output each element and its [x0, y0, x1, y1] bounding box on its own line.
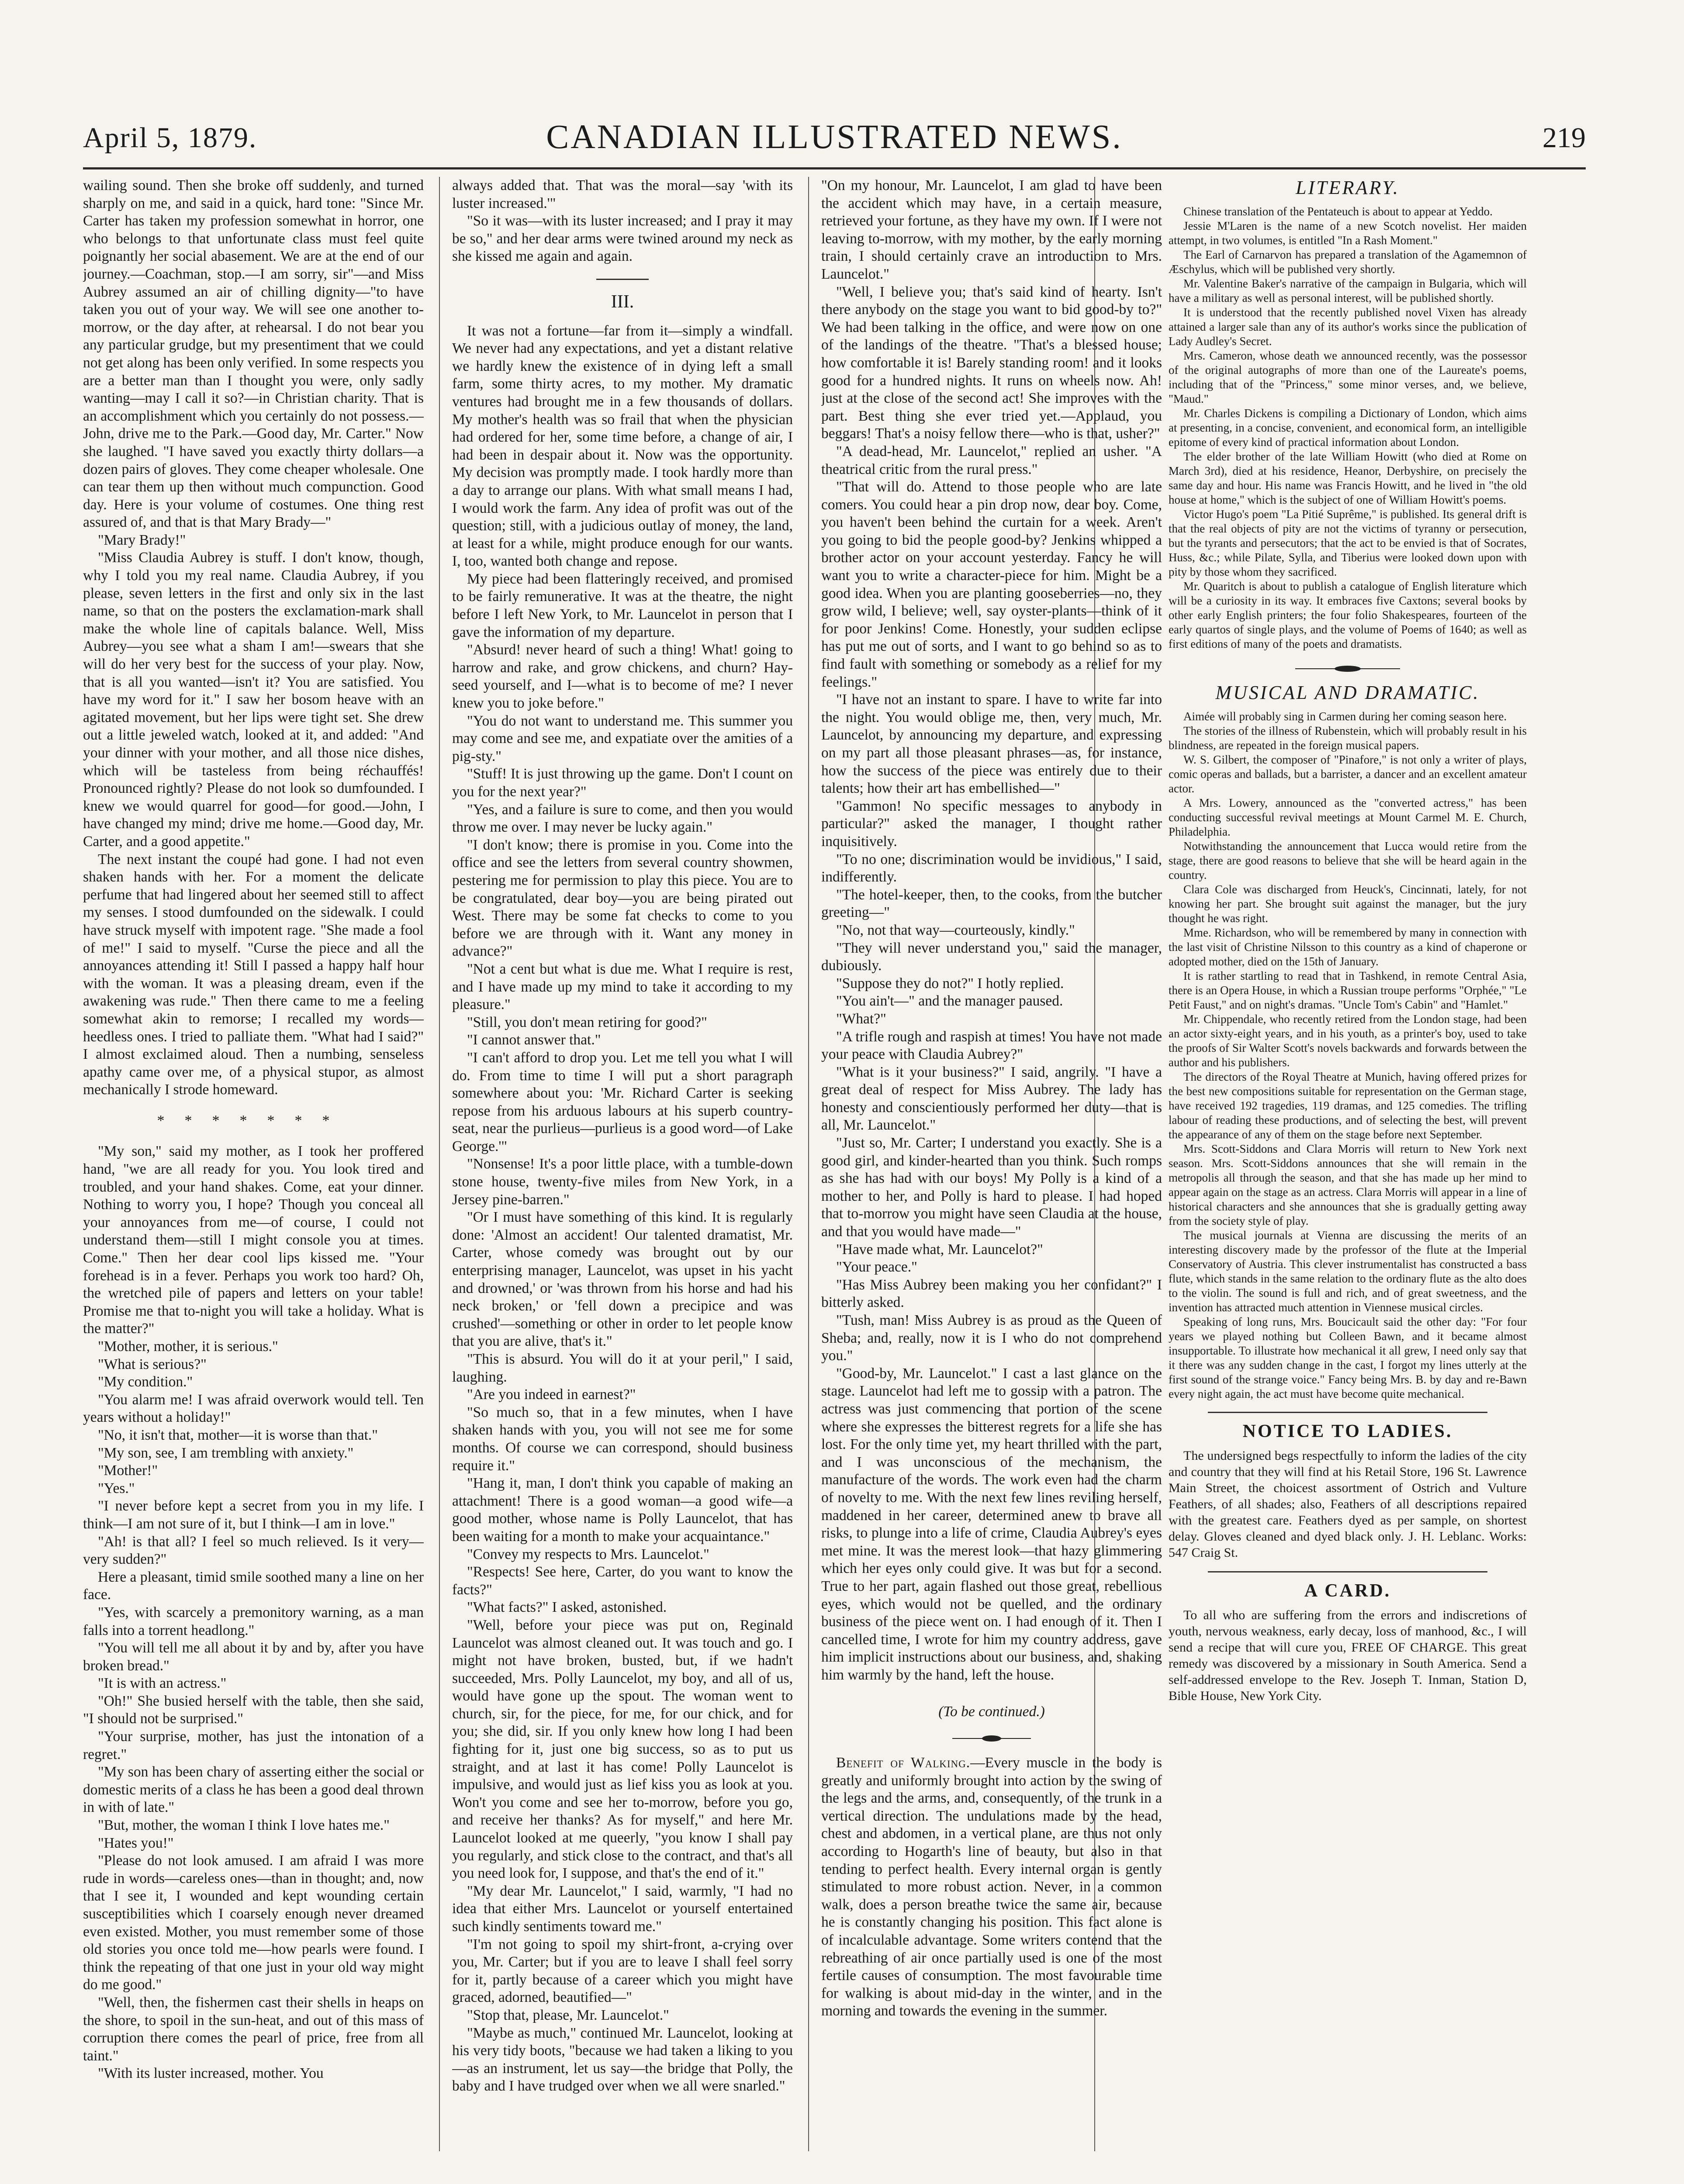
- notice-advertisement: The undersigned begs respectfully to inform the ladies of the city and country that they will find at his Retail Store, 196 St. Lawrence Main Street, the choicest assortment of Ostrich and Vulture Feathers, of all shades; also, Feathers of all descriptions repaired with the greatest care. Feathers dyed as per sample, on shortest delay. Gloves cleaned and dyed black only. J. H. Leblanc. Works: 547 Craig St.: [1169, 1448, 1527, 1560]
- section-break-stars: *******: [157, 1112, 350, 1129]
- story-column-1: [83, 177, 424, 2177]
- paragraph: "Oh!" She busied herself with the table, then she said, "I should not be surprised.": [83, 1693, 424, 1727]
- paragraph: "A dead-head, Mr. Launcelot," replied an usher. "A theatrical critic from the rural press.": [821, 443, 1162, 477]
- paragraph: "No, it isn't that, mother—it is worse than that.": [98, 1427, 378, 1443]
- header-rule: [83, 167, 1586, 169]
- paragraph: "What facts?" I asked, astonished.: [467, 1599, 667, 1616]
- musical-item: The directors of the Royal Theatre at Munich, having offered prizes for the best new compositions suitable for representation on the German stage, have received 192 tragedies, 119 dramas, and 125 comedies. The trifling labour of reading these productions, and of selecting the best, will prevent the appearance of any of them on the stage before next September.: [1169, 1070, 1527, 1141]
- paragraph: "Stop that, please, Mr. Launcelot.": [467, 2007, 669, 2023]
- paragraph: "Maybe as much," continued Mr. Launcelot, looking at his very tidy boots, "because we had taken a liking to you—as an instrument, let us say—the bridge that Polly, the baby and I have trudged over when we all were snarled.": [452, 2025, 793, 2094]
- paragraph: "Miss Claudia Aubrey is stuff. I don't know, though, why I told you my real name. Claudia Aubrey, if you please, seven letters in the first and only six in the last name, so that on the posters the exclamation-mark shall make the whole line of capitals balance. Well, Miss Aubrey—you see what a sham I am!—swears that she will do her very best for the success of your play. Now, that is all you wanted—isn't it? You are satisfied. You have my word for it." I saw her bosom heave with an agitated movement, but her lips were tight set. She drew out a little jeweled watch, looked at it, and added: "And your dinner with your mother, and all those nice dishes, which will be tasteless from being réchauffés! Pronounced rightly? Please do not look so dumfounded. I knew we would quarrel for good—for good.—John, I have changed my mind; drive me home.—Good day, Mr. Carter, and a good appetite.": [83, 549, 424, 850]
- paragraph: "Mary Brady!": [98, 532, 186, 548]
- paragraph: "Stuff! It is just throwing up the game. Don't I count on you for the next year?": [452, 766, 793, 800]
- paragraph: wailing sound. Then she broke off suddenly, and turned sharply on me, and said in a quick, hard tone: "Since Mr. Carter has taken my profession somewhat in horror, one who belongs to that unfortunate class must feel quite poignantly her social abasement. We are at the end of our journey.—Coachman, stop.—I am sorry, sir"—and Miss Aubrey assumed an air of chilling dignity—"to have taken you out of your way. We will see one another to-morrow, or the day after, at rehearsal. I do not bear you any particular grudge, but my presentiment that we could not get along has been only verified. In some respects you are a better man than I thought you were, only sadly wanting—may I call it so?—in Christian charity. That is an accomplishment which you certainly do not possess.—John, drive me to the Park.—Good day, Mr. Carter." Now she laughed. "I have saved you exactly thirty dollars—a dozen pairs of gloves. They come cheaper wholesale. One can tear them up then without much compunction. Good day. Here is your volume of costumes. One thing rest assured of, and that is that Mary Brady—": [83, 177, 424, 531]
- musical-item: Mme. Richardson, who will be remembered by many in connection with the last visit of Christine Nilsson to this country as a kind of chaperone or adopted mother, died on the 15th of January.: [1169, 926, 1527, 968]
- literary-item: Chinese translation of the Pentateuch is about to appear at Yeddo.: [1183, 205, 1493, 218]
- paragraph: "Tush, man! Miss Aubrey is as proud as the Queen of Sheba; and, really, now it is I who do not comprehend you.": [821, 1312, 1162, 1364]
- musical-item: Mrs. Scott-Siddons and Clara Morris will return to New York next season. Mrs. Scott-Siddons announces that she will remain in the metropolis all through the season, and that she has made up her mind to appear again on the stage as an actress. Clara Morris will appear in a line of historical characters and she announces that she is gradually getting away from the society style of play.: [1169, 1142, 1527, 1227]
- paragraph: "I don't know; there is promise in you. Come into the office and see the letters from several country showmen, pestering me for permission to play this piece. You are to be congratulated, dear boy—you are being pirated out West. There may be some fat checks to come to you before we are through with it. Want any money in advance?": [452, 836, 793, 960]
- paragraph: "With its luster increased, mother. You: [98, 2065, 324, 2082]
- paragraph: always added that. That was the moral—say 'with its luster increased.'": [452, 177, 793, 211]
- paragraph: "Are you indeed in earnest?": [467, 1386, 636, 1403]
- literary-item: The elder brother of the late William Howitt (who died at Rome on March 3rd), died at his residence, Heanor, Derbyshire, on precisely the same day and hour. His name was Francis Howitt, and he lived in "the old house at home," which is the subject of one of William Howitt's poems.: [1169, 450, 1527, 506]
- paragraph: "Well, then, the fishermen cast their shells in heaps on the shore, to spoil in the sun-heat, and out of this mass of corruption there comes the pearl of price, free from all taint.": [83, 1994, 424, 2064]
- paragraph: Here a pleasant, timid smile soothed many a line on her face.: [83, 1569, 424, 1603]
- paragraph: "Mother!": [98, 1462, 158, 1479]
- paragraph: "You will tell me all about it by and by, after you have broken bread.": [83, 1640, 424, 1674]
- column-rule: [439, 177, 440, 2151]
- notice-heading: NOTICE TO LADIES.: [1242, 1421, 1453, 1441]
- paragraph: "Nonsense! It's a poor little place, with a tumble-down stone house, twenty-five miles from New York, in a Jersey pine-barren.": [452, 1156, 793, 1208]
- ornamental-rule: [948, 1734, 1035, 1743]
- section-rule: [1208, 1571, 1487, 1572]
- masthead-title: CANADIAN ILLUSTRATED NEWS.: [546, 117, 1123, 156]
- paragraph: "Hates you!": [98, 1835, 174, 1851]
- paragraph: "Suppose they do not?" I hotly replied.: [836, 975, 1064, 992]
- literary-section: [1169, 204, 1527, 651]
- paragraph: "A trifle rough and raspish at times! You have not made your peace with Claudia Aubrey?": [821, 1028, 1162, 1063]
- literary-item: Mr. Charles Dickens is compiling a Dictionary of London, which aims at presenting, in a concise, convenient, and economical form, an intelligible epitome of every kind of practical information about London.: [1169, 407, 1527, 449]
- card-heading: A CARD.: [1304, 1581, 1391, 1601]
- benefit-heading: Benefit of Walking.: [836, 1755, 971, 1771]
- paragraph: "Well, before your piece was put on, Reginald Launcelot was almost cleaned out. It was touch and go. I might not have broken, busted, but, if we hadn't succeeded, Mrs. Polly Launcelot, my boy, and all of us, would have gone up the spout. The woman went to church, sir, for the piece, for me, for our chick, and for you; she did, sir. If you only knew how long I had been fighting for it, just one big success, so as to put us straight, and at last it has come! Polly Launcelot is impulsive, and would just as lief kiss you as look at you. Won't you come and see her to-morrow, before you go, and receive her thanks? As for myself," and here Mr. Launcelot looked at me queerly, "you know I shall pay you regularly, and stick close to the contract, and that's all you need look for, I suppose, and that's the end of it.": [452, 1617, 793, 1882]
- paragraph: "What?": [836, 1010, 886, 1027]
- paragraph: "I'm not going to spoil my shirt-front, a-crying over you, Mr. Carter; but if you are to leave I shall feel sorry for it, partly because of a career which you might have graced, adorned, beautified—": [452, 1936, 793, 2006]
- paragraph: "Absurd! never heard of such a thing! What! going to harrow and rake, and grow chickens, and churn? Hay-seed yourself, and I—what is to become of me? I never knew you to joke before.": [452, 642, 793, 712]
- literary-item: Mr. Valentine Baker's narrative of the campaign in Bulgaria, which will have a military as well as personal interest, will be published shortly.: [1169, 277, 1527, 304]
- musical-item: A Mrs. Lowery, announced as the "converted actress," has been conducting successful revival meetings at Mount Carmel M. E. Church, Philadelphia.: [1169, 796, 1527, 838]
- musical-item: The musical journals at Vienna are discussing the merits of an interesting discovery made by the professor of the flute at the Imperial Conservatory of Austria. This clever instrumentalist has constructed a bass flute, which stands in the same relation to the ordinary flute as the alto does to the violin. The sound is full and rich, and of great sweetness, and the invention has attracted much attention in Viennese musical circles.: [1169, 1229, 1527, 1314]
- paragraph: "Yes, with scarcely a premonitory warning, as a man falls into a torrent headlong.": [83, 1604, 424, 1638]
- paragraph: "Your surprise, mother, has just the intonation of a regret.": [83, 1728, 424, 1762]
- paragraph: My piece had been flatteringly received, and promised to be fairly remunerative. It was at the theatre, the night before I left New York, to Mr. Launcelot in person that I gave the information of my departure.: [452, 570, 793, 640]
- literary-item: It is understood that the recently published novel Vixen has already attained a larger sale than any of its author's works since the publication of Lady Audley's Secret.: [1169, 306, 1527, 348]
- paragraph: "So it was—with its luster increased; and I pray it may be so," and her dear arms were twined around my neck as she kissed me again and again.: [452, 213, 793, 265]
- benefit-text: —Every muscle in the body is greatly and uniformly brought into action by the swing of the legs and the arms, and, consequently, of the trunk in a vertical direction. The undulations made by the head, chest and abdomen, in a vertical plane, are thus not only according to Hogarth's line of beauty, but also in that tending to perfect health. Every internal organ is gently stimulated to more robust action. Never, in a common walk, does a person breathe twice the same air, because he is constantly changing his position. This fact alone is of incalculable advantage. Some writers contend that the rebreathing of air once partially used is one of the most fertile causes of consumption. The most favourable time for walking is about mid-day in the winter, and in the morning and towards the evening in the summer.: [821, 1755, 1162, 2019]
- paragraph: "But, mother, the woman I think I love hates me.": [98, 1817, 390, 1834]
- musical-item: Notwithstanding the announcement that Lucca would retire from the stage, there are good reasons to believe that she will be heard again in the country.: [1169, 840, 1527, 881]
- paragraph: "The hotel-keeper, then, to the cooks, from the butcher greeting—": [821, 886, 1162, 921]
- paragraph: "Ah! is that all? I feel so much relieved. Is it very—very sudden?": [83, 1533, 424, 1568]
- paragraph: "Mother, mother, it is serious.": [98, 1338, 278, 1355]
- paragraph: "My condition.": [98, 1374, 193, 1390]
- paragraph: "Please do not look amused. I am afraid I was more rude in words—careless ones—than in thought; and, now that I see it, I wounded and kept wounding certain susceptibilities which I coarsely enough never dreamed even existed. Mother, you must remember some of those old stories you once told me—how pearls were found. I think the repeating of that one just in your old way might do me good.": [83, 1852, 424, 1993]
- paragraph: "I can't afford to drop you. Let me tell you what I will do. From time to time I will put a short paragraph somewhere about you: 'Mr. Richard Carter is seeking repose from his arduous labours at his superb country-seat, near the purlieus—purlieus is a good word—of Lake George.'": [452, 1049, 793, 1154]
- musical-item: Aimée will probably sing in Carmen during her coming season here.: [1183, 710, 1507, 723]
- paragraph: "Hang it, man, I don't think you capable of making an attachment! There is a good woman—a good wife—a good mother, whose name is Polly Launcelot, that has been waiting for a month to make your acquaintance.": [452, 1475, 793, 1545]
- musical-item: Mr. Chippendale, who recently retired from the London stage, had been an actor sixty-eight years, and in his youth, as a printer's boy, used to take the proofs of Sir Walter Scott's novels backwards and forwards between the author and his publishers.: [1169, 1013, 1527, 1069]
- paragraph: "My son," said my mother, as I took her proffered hand, "we are all ready for you. You look tired and troubled, and your hand shakes. Come, eat your dinner. Nothing to worry you, I hope? Though you conceal all your annoyances from me—of course, I could not understand them—still I might console you at times. Come." Then her dear cool lips kissed me. "Your forehead is in a fever. Perhaps you work too hard? Oh, the wretched pile of papers and letters on your table! Promise me that to-night you will take a holiday. What is the matter?": [83, 1143, 424, 1337]
- ornamental-rule: [1291, 664, 1404, 673]
- paragraph: "Has Miss Aubrey been making you her confidant?" I bitterly asked.: [821, 1276, 1162, 1311]
- musical-dramatic-section: [1169, 709, 1527, 1401]
- page-number: 219: [1542, 122, 1586, 154]
- paragraph: "Well, I believe you; that's said kind of hearty. Isn't there anybody on the stage you want to bid good-by to?" We had been talking in the office, and were now on one of the landings of the theatre. "That's a blessed house; how comfortable it is! Barely standing room! and it looks good for a hundred nights. It runs on wheels now. Ah! just at the close of the second act! She improves with the part. Best thing she ever tried yet.—Applaud, you beggars! That's a noisy fellow there—who is that, usher?": [821, 283, 1162, 442]
- section-rule: [1208, 1412, 1487, 1413]
- paragraph: "Just so, Mr. Carter; I understand you exactly. She is a good girl, and kinder-hearted than you think. Such romps as she has had with our boys! My Polly is a kind of a mother to her, and Polly is hard to please. I had hoped that to-morrow you might have seen Claudia at the house, and that you would have made—": [821, 1135, 1162, 1240]
- paragraph: "They will never understand you," said the manager, dubiously.: [821, 940, 1162, 974]
- paragraph: "My son, see, I am trembling with anxiety.": [98, 1444, 354, 1461]
- story-column-2: [452, 177, 793, 2177]
- paragraph: "That will do. Attend to those people who are late comers. You could hear a pin drop now, dear boy. Come, you haven't been behind the curtain for a week. Aren't you going to bid the people good-by? Jenkins whipped a brother actor on your account yesterday. Fancy he will want you to write a character-piece for him. Might be a good idea. When you are planting gooseberries—no, they grow wild, I believe; well, say oyster-plants—think of it for poor Jenkins! Come. Honestly, your sudden eclipse has put me out of sorts, and I want to go behind so as to find fault with something or somebody as a relief for my feelings.": [821, 479, 1162, 690]
- chapter-numeral: III.: [611, 291, 634, 312]
- literary-item: Mrs. Cameron, whose death we announced recently, was the possessor of the original autographs of more than one of the Laureate's poems, including that of the "Princess," some minor verses, and, we believe, "Maud.": [1169, 349, 1527, 405]
- musical-item: The stories of the illness of Rubenstein, which will probably result in his blindness, are repeated in the foreign musical papers.: [1169, 724, 1527, 752]
- paragraph: "I cannot answer that.": [467, 1032, 601, 1048]
- paragraph: "I never before kept a secret from you in my life. I think—I am not sure of it, but I think—I am in love.": [83, 1498, 424, 1532]
- paragraph: "What is serious?": [98, 1356, 207, 1372]
- paragraph: "So much so, that in a few minutes, when I have shaken hands with you, you will not see me for some months. Of course we can correspond, should business require it.": [452, 1404, 793, 1474]
- divider: [596, 279, 649, 280]
- paragraph: "To no one; discrimination would be invidious," I said, indifferently.: [821, 851, 1162, 885]
- card-advertisement: To all who are suffering from the errors and indiscretions of youth, nervous weakness, early decay, loss of manhood, &c., I will send a recipe that will cure you, FREE OF CHARGE. This great remedy was discovered by a missionary in South America. Send a self-addressed envelope to the Rev. Joseph T. Inman, Station D, Bible House, New York City.: [1169, 1608, 1527, 1703]
- to-be-continued: (To be continued.): [938, 1704, 1045, 1720]
- literary-item: Jessie M'Laren is the name of a new Scotch novelist. Her maiden attempt, in two volumes, is entitled "In a Rash Moment.": [1169, 219, 1527, 247]
- miscellany-column: [1110, 177, 1586, 2177]
- paragraph: The next instant the coupé had gone. I had not even shaken hands with her. For a moment the delicate perfume that had lingered about her seemed still to affect my senses. I stood dumfounded on the sidewalk. I could have struck myself with impotent rage. "She made a fool of me!" I said to myself. "Curse the piece and all the annoyances attending it! Still I passed a happy half hour with the woman. It was a pleasing dream, even if the awakening was rude." Then there came to me a feeling somewhat akin to remorse; I recalled my words—heedless ones. I tried to palliate them. "What had I said?" I almost exclaimed aloud. Then a numbing, senseless apathy came over me, of a physical stupor, as almost mechanically I strode homeward.: [83, 851, 424, 1098]
- column-rule: [808, 177, 809, 2151]
- paragraph: "Respects! See here, Carter, do you want to know the facts?": [452, 1564, 793, 1598]
- paragraph: "You alarm me! I was afraid overwork would tell. Ten years without a holiday!": [83, 1391, 424, 1426]
- paragraph: "Good-by, Mr. Launcelot." I cast a last glance on the stage. Launcelot had left me to gossip with a patron. The actress was just commencing that portion of the scene where she expresses the bitterest regrets for a life she has lost. For the only time yet, my heart thrilled with the part, and I was unconscious of the mechanism, the manufacture of the words. The work even had the charm of novelty to me. With the next few lines reviling herself, maddened in her career, determined anew to brave all risks, to plunge into a life of crime, Claudia Aubrey's eyes met mine. It was the merest look—that hazy glimmering which her eyes only could give. It was but for a second. True to her part, again flashed out those great, rebellious eyes, which would not be quelled, and the ordinary business of the piece went on. I had enough of it. Then I cancelled time, I wrote for him my country address, gave him implicit instructions about our business, and, shaking him warmly by the hand, left the house.: [821, 1365, 1162, 1683]
- page-header: [83, 104, 1586, 165]
- paragraph: "I have not an instant to spare. I have to write far into the night. You would oblige me, then, very much, Mr. Launcelot, by announcing my departure, and expressing on my part all those pleasant phrases—as, for instance, how the success of the piece was entirely due to their talents; how their art has embellished—": [821, 691, 1162, 797]
- paragraph: It was not a fortune—far from it—simply a windfall. We never had any expectations, and yet a distant relative we hardly knew the existence of in dying left a small farm, some thirty acres, to my mother. My dramatic ventures had brought me in a few thousands of dollars. My mother's health was so frail that when the physician had ordered for her, some time before, a change of air, I had been in despair about it. Now was the opportunity. My decision was promptly made. I took hardly more than a day to arrange our plans. With what small means I had, I would work the farm. Any idea of profit was out of the question; still, with a judicious outlay of money, the land, at least for a while, might produce enough for our wants. I, too, wanted both change and repose.: [452, 322, 793, 570]
- paragraph: "Have made what, Mr. Launcelot?": [836, 1241, 1043, 1258]
- literary-item: Victor Hugo's poem "La Pitié Suprême," is published. Its general drift is that the real objects of pity are not the victims of tyranny or persecution, but the tyrants and persecutors; that the act to be envied is that of Socrates, Huss, &c.; while Pilate, Sylla, and Tiberius were looked down upon with pity by those whom they sacrificed.: [1169, 508, 1527, 578]
- paragraph: "My son has been chary of asserting either the social or domestic merits of a class he has been a good deal thrown in with of late.": [83, 1764, 424, 1816]
- paragraph: "My dear Mr. Launcelot," I said, warmly, "I had no idea that either Mrs. Launcelot or yourself entertained such kindly sentiments toward me.": [452, 1883, 793, 1935]
- literary-heading: LITERARY.: [1296, 177, 1400, 198]
- paragraph: "Gammon! No specific messages to anybody in particular?" asked the manager, I thought rather inquisitively.: [821, 798, 1162, 850]
- paragraph: "Your peace.": [836, 1259, 917, 1275]
- paragraph: "You do not want to understand me. This summer you may come and see me, and expatiate over the amities of a pig-sty.": [452, 712, 793, 764]
- paragraph: "What is it your business?" I said, angrily. "I have a great deal of respect for Miss Aubrey. The lady has honesty and conscientiously performed her duty—that is all, Mr. Launcelot.": [821, 1064, 1162, 1133]
- paragraph: "It is with an actress.": [98, 1675, 227, 1692]
- paragraph: "You ain't—" and the manager paused.: [836, 993, 1063, 1009]
- paragraph: "Convey my respects to Mrs. Launcelot.": [467, 1546, 709, 1562]
- paragraph: "Not a cent but what is due me. What I require is rest, and I have made up my mind to take it according to my pleasure.": [452, 961, 793, 1013]
- paragraph: "On my honour, Mr. Launcelot, I am glad to have been the accident which may have, in a certain measure, retrieved your fortune, as they have my own. If I were not leaving to-morrow, with my mother, by the early morning train, I should certainly crave an introduction to Mrs. Launcelot.": [821, 177, 1162, 282]
- musical-item: W. S. Gilbert, the composer of "Pinafore," is not only a writer of plays, comic operas and ballads, but a barrister, a dancer and an excellent amateur actor.: [1169, 753, 1527, 795]
- musical-item: Speaking of long runs, Mrs. Boucicault said the other day: "For four years we played nothing but Colleen Bawn, and it became almost insupportable. To illustrate how mechanical it all grew, I need only say that it there was any sudden change in the cast, I forgot my lines utterly at the first sound of the strange voice." Fancy being Mrs. B. by day and re-Bawn every night again, the act must have become quite mechanical.: [1169, 1315, 1527, 1400]
- paragraph: "No, not that way—courteously, kindly.": [836, 922, 1075, 938]
- paragraph: "Yes, and a failure is sure to come, and then you would throw me over. I may never be lucky again.": [452, 801, 793, 836]
- musical-dramatic-heading: MUSICAL AND DRAMATIC.: [1215, 682, 1480, 703]
- paragraph: "Still, you don't mean retiring for good?": [467, 1014, 707, 1030]
- paragraph: "This is absurd. You will do it at your peril," I said, laughing.: [452, 1351, 793, 1385]
- musical-item: It is rather startling to read that in Tashkend, in remote Central Asia, there is an Opera House, in which a Russian troupe performs "Orphée," "Le Petit Faust," and on night's dramas. "Uncle Tom's Cabin" and "Hamlet.": [1169, 969, 1527, 1011]
- paragraph: "Or I must have something of this kind. It is regularly done: 'Almost an accident! Our talented dramatist, Mr. Carter, whose comedy was brought out by our enterprising manager, Launcelot, was upset in his yacht and drowned,' or 'was thrown from his horse and had his neck broken,' or 'fell down a precipice and was crushed'—something or other in order to let people know that you are alive, that's it.": [452, 1209, 793, 1350]
- literary-item: The Earl of Carnarvon has prepared a translation of the Agamemnon of Æschylus, which will be published very shortly.: [1169, 248, 1527, 276]
- musical-item: Clara Cole was discharged from Heuck's, Cincinnati, lately, for not knowing her part. She brought suit against the manager, but the jury thought he was right.: [1169, 883, 1527, 925]
- literary-item: Mr. Quaritch is about to publish a catalogue of English literature which will be a curiosity in its way. It embraces five Caxtons; several books by other early English printers; the four folio Shakespeares, fourteen of the early quartos of single plays, and the volume of Poems of 1640; as well as first editions of many of the poets and dramatists.: [1169, 580, 1527, 650]
- paragraph: "Yes.": [98, 1480, 135, 1496]
- issue-date: April 5, 1879.: [83, 122, 257, 154]
